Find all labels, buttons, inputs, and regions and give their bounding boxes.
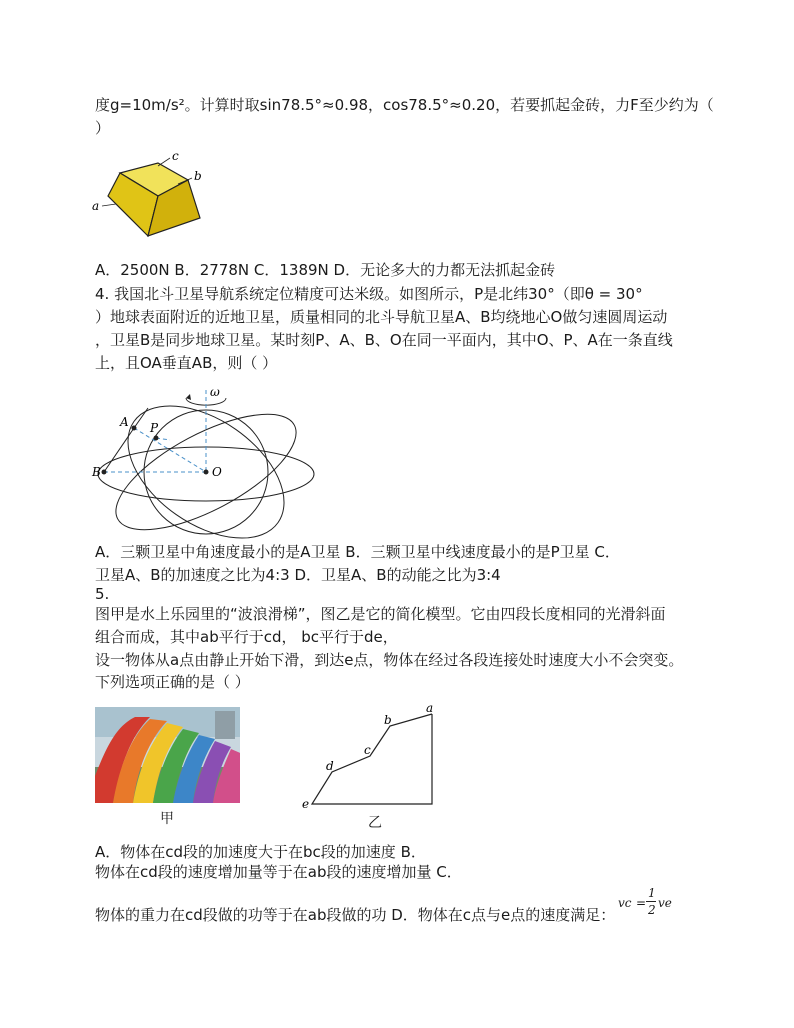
formula-num: 1 xyxy=(648,886,656,900)
brick-label-a: a xyxy=(92,199,100,213)
q5-line4: 下列选项正确的是（ ） xyxy=(95,673,250,691)
formula-lhs: vc xyxy=(618,896,632,910)
q4-line2: ）地球表面附近的近地卫星，质量相同的北斗导航卫星A、B均绕地心O做匀速圆周运动 xyxy=(95,308,668,326)
model-label-b: b xyxy=(384,713,392,727)
formula-bar xyxy=(646,901,656,902)
q4-line3: ，卫星B是同步地球卫星。某时刻P、A、B、O在同一平面内，其中O、P、A在一条直线 xyxy=(95,331,673,349)
q4-options-line2: 卫星A、B的加速度之比为4:3 D．卫星A、B的动能之比为3:4 xyxy=(95,566,501,584)
q5-options-line2: 物体在cd段的速度增加量等于在ab段的速度增加量 C． xyxy=(95,863,462,881)
q5-line3: 设一物体从a点由静止开始下滑，到达e点，物体在经过各段连接处时速度大小不会突变。 xyxy=(95,651,684,669)
label-B: B xyxy=(92,465,101,479)
omega-label: ω xyxy=(210,385,220,399)
q3-options: A．2500N B．2778N C．1389N D．无论多大的力都无法抓起金砖 xyxy=(95,261,556,279)
model-label-c: c xyxy=(364,743,371,757)
gold-brick-figure xyxy=(88,148,238,248)
model-label-a: a xyxy=(426,701,434,715)
q4-line1: 4. 我国北斗卫星导航系统定位精度可达米级。如图所示，P是北纬30°（即θ = 30° xyxy=(95,285,643,303)
q5-line2: 组合而成，其中ab平行于cd， bc平行于de， xyxy=(95,628,398,646)
q4-line4: 上，且OA垂直AB，则（ ） xyxy=(95,354,278,372)
model-label-d: d xyxy=(326,759,334,773)
q3-line2: ） xyxy=(95,119,111,137)
label-A: A xyxy=(120,415,129,429)
caption-jia: 甲 xyxy=(160,811,174,827)
slide-model-figure xyxy=(298,700,448,812)
q5-options-line3: 物体的重力在cd段做的功等于在ab段做的功 D．物体在c点与e点的速度满足： xyxy=(95,906,616,924)
q3-line1: 度g=10m/s²。计算时取sin78.5°≈0.98，cos78.5°≈0.20，若要抓起金砖，力F至少约为（ xyxy=(95,96,714,114)
label-O: O xyxy=(212,465,222,479)
caption-yi: 乙 xyxy=(368,815,382,831)
model-label-e: e xyxy=(302,797,310,811)
brick-label-c: c xyxy=(172,149,179,163)
q5-options-line1: A．物体在cd段的加速度大于在bc段的加速度 B． xyxy=(95,843,426,861)
q4-options-line1: A．三颗卫星中角速度最小的是A卫星 B．三颗卫星中线速度最小的是P卫星 C． xyxy=(95,543,620,561)
brick-label-b: b xyxy=(194,169,202,183)
formula-den: 2 xyxy=(648,903,656,917)
formula-eq: = xyxy=(636,896,647,910)
q5-number: 5. xyxy=(95,585,110,603)
q5-line1: 图甲是水上乐园里的“波浪滑梯”，图乙是它的简化模型。它由四段长度相同的光滑斜面 xyxy=(95,605,666,623)
label-P: P xyxy=(150,421,159,435)
water-slide-photo xyxy=(95,707,240,803)
satellite-orbit-figure xyxy=(90,380,330,540)
formula-rhs: ve xyxy=(658,896,672,910)
